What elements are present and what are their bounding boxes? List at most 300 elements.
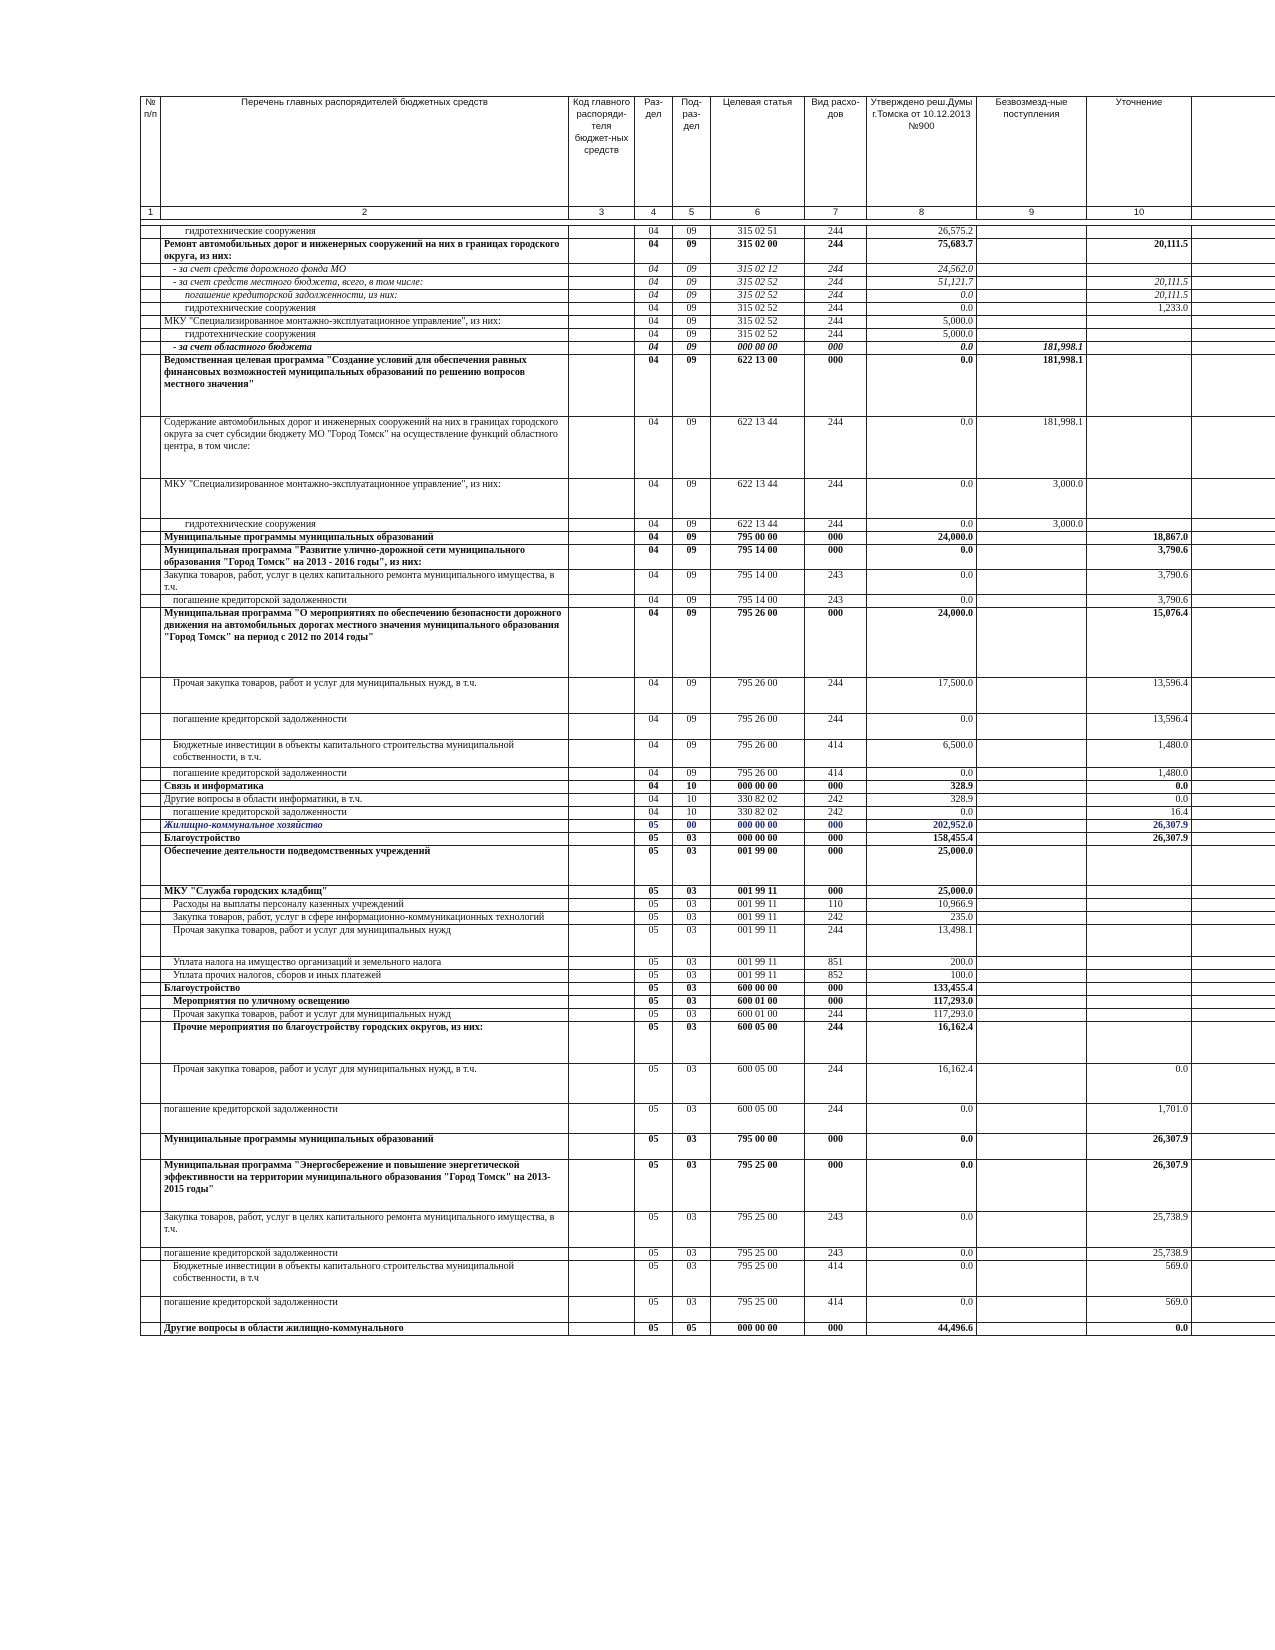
row-target: 315 02 12 <box>711 264 805 277</box>
col-number: 7 <box>805 207 867 220</box>
row-clarification <box>1087 1009 1192 1022</box>
row-number <box>141 846 161 886</box>
row-podrazdel: 03 <box>673 970 711 983</box>
row-name: Обеспечение деятельности подведомственных учреждений <box>161 846 569 886</box>
row-podrazdel: 03 <box>673 957 711 970</box>
row-podrazdel: 09 <box>673 316 711 329</box>
row-name: Связь и информатика <box>161 781 569 794</box>
row-code <box>569 846 635 886</box>
row-vid: 000 <box>805 1323 867 1336</box>
row-vid: 000 <box>805 608 867 678</box>
row-podrazdel: 03 <box>673 1261 711 1297</box>
row-target: 600 01 00 <box>711 1009 805 1022</box>
row-free <box>977 1064 1087 1104</box>
row-name: гидротехнические сооружения <box>161 303 569 316</box>
table-row <box>141 1009 1275 1022</box>
row-extra <box>1192 316 1275 329</box>
row-clarification: 13,596.4 <box>1087 714 1192 740</box>
row-razdel: 05 <box>635 1323 673 1336</box>
row-razdel: 05 <box>635 970 673 983</box>
row-target: 001 99 11 <box>711 912 805 925</box>
row-approved: 5,000.0 <box>867 329 977 342</box>
row-free: 3,000.0 <box>977 519 1087 532</box>
row-code <box>569 807 635 820</box>
row-approved: 24,000.0 <box>867 532 977 545</box>
row-razdel: 04 <box>635 794 673 807</box>
row-razdel: 04 <box>635 329 673 342</box>
row-clarification: 1,701.0 <box>1087 1104 1192 1134</box>
row-target: 622 13 44 <box>711 519 805 532</box>
row-vid: 243 <box>805 595 867 608</box>
row-clarification: 1,480.0 <box>1087 768 1192 781</box>
row-free <box>977 899 1087 912</box>
row-approved: 10,966.9 <box>867 899 977 912</box>
row-code <box>569 925 635 957</box>
row-clarification <box>1087 329 1192 342</box>
row-approved: 0.0 <box>867 1297 977 1323</box>
row-free <box>977 912 1087 925</box>
row-code <box>569 355 635 417</box>
row-razdel: 05 <box>635 1064 673 1104</box>
row-number <box>141 479 161 519</box>
row-name: Ремонт автомобильных дорог и инженерных сооружений на них в границах городского округа, из них: <box>161 239 569 264</box>
row-free <box>977 957 1087 970</box>
row-name: гидротехнические сооружения <box>161 519 569 532</box>
row-clarification <box>1087 226 1192 239</box>
row-free <box>977 545 1087 570</box>
table-row <box>141 740 1275 768</box>
row-free <box>977 794 1087 807</box>
table-row <box>141 768 1275 781</box>
row-vid: 244 <box>805 277 867 290</box>
row-approved: 0.0 <box>867 595 977 608</box>
row-approved: 16,162.4 <box>867 1064 977 1104</box>
row-free <box>977 833 1087 846</box>
row-number <box>141 886 161 899</box>
row-razdel: 04 <box>635 532 673 545</box>
table-row <box>141 1134 1275 1160</box>
table-row <box>141 239 1275 264</box>
table-row <box>141 1248 1275 1261</box>
table-row <box>141 595 1275 608</box>
row-approved: 6,500.0 <box>867 740 977 768</box>
row-target: 001 99 11 <box>711 886 805 899</box>
col-number: 4 <box>635 207 673 220</box>
row-free <box>977 290 1087 303</box>
row-number <box>141 239 161 264</box>
col-number: 2 <box>161 207 569 220</box>
row-approved: 24,562.0 <box>867 264 977 277</box>
row-code <box>569 740 635 768</box>
row-vid: 414 <box>805 1261 867 1297</box>
row-vid: 000 <box>805 983 867 996</box>
row-vid: 244 <box>805 1064 867 1104</box>
row-target: 795 26 00 <box>711 714 805 740</box>
row-name: Благоустройство <box>161 983 569 996</box>
row-free <box>977 1261 1087 1297</box>
row-clarification <box>1087 1022 1192 1064</box>
table-row <box>141 316 1275 329</box>
row-free: 181,998.1 <box>977 417 1087 479</box>
row-name: - за счет средств дорожного фонда МО <box>161 264 569 277</box>
row-target: 600 05 00 <box>711 1064 805 1104</box>
row-approved: 0.0 <box>867 1160 977 1212</box>
row-approved: 0.0 <box>867 290 977 303</box>
row-razdel: 04 <box>635 264 673 277</box>
row-razdel: 05 <box>635 983 673 996</box>
row-free <box>977 781 1087 794</box>
row-free <box>977 1297 1087 1323</box>
header-name: Перечень главных распорядителей бюджетных средств <box>161 97 569 207</box>
row-code <box>569 1261 635 1297</box>
row-approved: 0.0 <box>867 768 977 781</box>
row-vid: 242 <box>805 807 867 820</box>
row-code <box>569 570 635 595</box>
row-name: Другие вопросы в области информатики, в т.ч. <box>161 794 569 807</box>
row-extra <box>1192 794 1275 807</box>
row-number <box>141 970 161 983</box>
row-razdel: 04 <box>635 608 673 678</box>
col-number: 9 <box>977 207 1087 220</box>
row-code <box>569 608 635 678</box>
row-clarification: 26,307.9 <box>1087 833 1192 846</box>
row-vid: 244 <box>805 290 867 303</box>
row-extra <box>1192 678 1275 714</box>
row-extra <box>1192 1009 1275 1022</box>
row-code <box>569 833 635 846</box>
row-number <box>141 1297 161 1323</box>
row-clarification: 18,867.0 <box>1087 532 1192 545</box>
row-name: Прочая закупка товаров, работ и услуг для муниципальных нужд <box>161 1009 569 1022</box>
table-row <box>141 1323 1275 1336</box>
table-row <box>141 1022 1275 1064</box>
row-code <box>569 1064 635 1104</box>
row-razdel: 05 <box>635 1160 673 1212</box>
row-code <box>569 1160 635 1212</box>
row-vid: 000 <box>805 545 867 570</box>
row-free <box>977 1248 1087 1261</box>
row-target: 330 82 02 <box>711 794 805 807</box>
table-row <box>141 957 1275 970</box>
row-number <box>141 545 161 570</box>
row-target: 600 05 00 <box>711 1022 805 1064</box>
row-number <box>141 768 161 781</box>
row-razdel: 05 <box>635 846 673 886</box>
row-podrazdel: 05 <box>673 1323 711 1336</box>
row-podrazdel: 03 <box>673 1160 711 1212</box>
table-row <box>141 290 1275 303</box>
row-vid: 244 <box>805 1009 867 1022</box>
row-clarification <box>1087 316 1192 329</box>
row-podrazdel: 03 <box>673 1104 711 1134</box>
row-name: Расходы на выплаты персоналу казенных учреждений <box>161 899 569 912</box>
row-podrazdel: 03 <box>673 1297 711 1323</box>
row-name: Жилищно-коммунальное хозяйство <box>161 820 569 833</box>
row-podrazdel: 09 <box>673 342 711 355</box>
col-number <box>1192 207 1275 220</box>
row-free <box>977 678 1087 714</box>
row-name: Муниципальная программа "О мероприятиях по обеспечению безопасности дорожного движения на автомобильных дорогах местного значения муниципального образования "Город Томск" на период с 2012 по 2014 годы" <box>161 608 569 678</box>
row-code <box>569 1104 635 1134</box>
row-free: 181,998.1 <box>977 355 1087 417</box>
row-code <box>569 303 635 316</box>
row-razdel: 05 <box>635 1009 673 1022</box>
row-number <box>141 355 161 417</box>
row-podrazdel: 03 <box>673 833 711 846</box>
row-podrazdel: 09 <box>673 519 711 532</box>
row-number <box>141 329 161 342</box>
row-extra <box>1192 277 1275 290</box>
row-target: 622 13 44 <box>711 479 805 519</box>
row-number <box>141 290 161 303</box>
table-row <box>141 264 1275 277</box>
row-approved: 200.0 <box>867 957 977 970</box>
table-row <box>141 226 1275 239</box>
row-target: 600 05 00 <box>711 1104 805 1134</box>
row-target: 315 02 52 <box>711 303 805 316</box>
row-podrazdel: 10 <box>673 807 711 820</box>
table-row <box>141 925 1275 957</box>
row-podrazdel: 09 <box>673 290 711 303</box>
row-approved: 0.0 <box>867 1134 977 1160</box>
row-approved: 328.9 <box>867 781 977 794</box>
row-number <box>141 899 161 912</box>
row-target: 315 02 52 <box>711 329 805 342</box>
row-vid: 000 <box>805 781 867 794</box>
row-target: 622 13 00 <box>711 355 805 417</box>
row-clarification: 25,738.9 <box>1087 1212 1192 1248</box>
row-number <box>141 925 161 957</box>
row-vid: 000 <box>805 1134 867 1160</box>
row-target: 795 14 00 <box>711 570 805 595</box>
row-clarification: 3,790.6 <box>1087 570 1192 595</box>
row-code <box>569 290 635 303</box>
row-extra <box>1192 545 1275 570</box>
row-approved: 133,455.4 <box>867 983 977 996</box>
row-podrazdel: 09 <box>673 479 711 519</box>
row-free <box>977 1160 1087 1212</box>
table-row <box>141 532 1275 545</box>
row-name: гидротехнические сооружения <box>161 226 569 239</box>
row-razdel: 05 <box>635 957 673 970</box>
row-razdel: 04 <box>635 768 673 781</box>
row-vid: 244 <box>805 479 867 519</box>
row-target: 795 26 00 <box>711 608 805 678</box>
row-extra <box>1192 807 1275 820</box>
row-clarification <box>1087 342 1192 355</box>
row-razdel: 04 <box>635 807 673 820</box>
row-clarification: 20,111.5 <box>1087 239 1192 264</box>
row-number <box>141 1160 161 1212</box>
row-target: 600 01 00 <box>711 996 805 1009</box>
row-number <box>141 519 161 532</box>
row-clarification: 0.0 <box>1087 781 1192 794</box>
row-vid: 244 <box>805 417 867 479</box>
row-clarification: 25,738.9 <box>1087 1248 1192 1261</box>
row-target: 795 26 00 <box>711 678 805 714</box>
row-podrazdel: 09 <box>673 678 711 714</box>
row-name: Закупка товаров, работ, услуг в целях капитального ремонта муниципального имущества, в т.ч. <box>161 570 569 595</box>
row-approved: 117,293.0 <box>867 1009 977 1022</box>
row-razdel: 04 <box>635 678 673 714</box>
row-razdel: 04 <box>635 316 673 329</box>
row-extra <box>1192 570 1275 595</box>
row-free <box>977 532 1087 545</box>
row-razdel: 04 <box>635 781 673 794</box>
row-vid: 000 <box>805 996 867 1009</box>
row-name: Прочая закупка товаров, работ и услуг для муниципальных нужд <box>161 925 569 957</box>
row-extra <box>1192 355 1275 417</box>
row-code <box>569 519 635 532</box>
row-extra <box>1192 996 1275 1009</box>
budget-table <box>140 96 1275 1336</box>
row-name: гидротехнические сооружения <box>161 329 569 342</box>
row-target: 795 25 00 <box>711 1297 805 1323</box>
row-approved: 0.0 <box>867 1212 977 1248</box>
table-row <box>141 342 1275 355</box>
row-number <box>141 595 161 608</box>
row-vid: 243 <box>805 1212 867 1248</box>
row-approved: 16,162.4 <box>867 1022 977 1064</box>
row-extra <box>1192 1160 1275 1212</box>
row-podrazdel: 03 <box>673 899 711 912</box>
table-row <box>141 329 1275 342</box>
row-target: 330 82 02 <box>711 807 805 820</box>
row-clarification <box>1087 899 1192 912</box>
row-extra <box>1192 290 1275 303</box>
row-podrazdel: 03 <box>673 996 711 1009</box>
row-vid: 244 <box>805 1022 867 1064</box>
row-target: 000 00 00 <box>711 342 805 355</box>
header-approved: Утверждено реш.Думы г.Томска от 10.12.2013 №900 <box>867 97 977 207</box>
row-approved: 13,498.1 <box>867 925 977 957</box>
row-clarification: 26,307.9 <box>1087 820 1192 833</box>
row-code <box>569 678 635 714</box>
row-approved: 75,683.7 <box>867 239 977 264</box>
row-vid: 000 <box>805 532 867 545</box>
row-approved: 5,000.0 <box>867 316 977 329</box>
row-target: 622 13 44 <box>711 417 805 479</box>
row-target: 795 00 00 <box>711 1134 805 1160</box>
row-number <box>141 912 161 925</box>
row-extra <box>1192 1104 1275 1134</box>
row-number <box>141 264 161 277</box>
row-free <box>977 846 1087 886</box>
row-name: Закупка товаров, работ, услуг в целях капитального ремонта муниципального имущества, в т.ч. <box>161 1212 569 1248</box>
row-number <box>141 820 161 833</box>
row-extra <box>1192 226 1275 239</box>
row-name: - за счет средств местного бюджета, всего, в том числе: <box>161 277 569 290</box>
row-razdel: 04 <box>635 714 673 740</box>
row-extra <box>1192 714 1275 740</box>
header-vid: Вид расхо-дов <box>805 97 867 207</box>
row-extra <box>1192 820 1275 833</box>
row-vid: 244 <box>805 519 867 532</box>
row-code <box>569 1212 635 1248</box>
row-extra <box>1192 1134 1275 1160</box>
row-free <box>977 925 1087 957</box>
row-number <box>141 608 161 678</box>
row-vid: 414 <box>805 1297 867 1323</box>
row-razdel: 05 <box>635 996 673 1009</box>
row-number <box>141 417 161 479</box>
row-vid: 244 <box>805 714 867 740</box>
row-approved: 0.0 <box>867 545 977 570</box>
row-extra <box>1192 532 1275 545</box>
row-code <box>569 239 635 264</box>
row-podrazdel: 03 <box>673 1009 711 1022</box>
row-target: 000 00 00 <box>711 1323 805 1336</box>
row-number <box>141 781 161 794</box>
col-number: 3 <box>569 207 635 220</box>
row-name: погашение кредиторской задолженности <box>161 768 569 781</box>
row-code <box>569 277 635 290</box>
row-free <box>977 1022 1087 1064</box>
row-clarification: 26,307.9 <box>1087 1160 1192 1212</box>
row-podrazdel: 03 <box>673 983 711 996</box>
row-clarification: 13,596.4 <box>1087 678 1192 714</box>
row-number <box>141 957 161 970</box>
row-extra <box>1192 740 1275 768</box>
col-number: 5 <box>673 207 711 220</box>
row-extra <box>1192 595 1275 608</box>
row-clarification: 0.0 <box>1087 1323 1192 1336</box>
row-free <box>977 570 1087 595</box>
row-approved: 25,000.0 <box>867 886 977 899</box>
row-clarification <box>1087 925 1192 957</box>
table-row <box>141 833 1275 846</box>
row-code <box>569 264 635 277</box>
row-approved: 51,121.7 <box>867 277 977 290</box>
row-podrazdel: 03 <box>673 886 711 899</box>
row-clarification <box>1087 479 1192 519</box>
row-target: 795 14 00 <box>711 595 805 608</box>
table-row <box>141 1297 1275 1323</box>
row-number <box>141 794 161 807</box>
row-podrazdel: 09 <box>673 570 711 595</box>
row-code <box>569 1134 635 1160</box>
row-number <box>141 983 161 996</box>
row-name: Прочие мероприятия по благоустройству городских округов, из них: <box>161 1022 569 1064</box>
row-podrazdel: 10 <box>673 781 711 794</box>
row-code <box>569 479 635 519</box>
row-approved: 0.0 <box>867 479 977 519</box>
row-extra <box>1192 912 1275 925</box>
table-row <box>141 970 1275 983</box>
row-extra <box>1192 1064 1275 1104</box>
row-clarification: 0.0 <box>1087 1064 1192 1104</box>
row-approved: 0.0 <box>867 342 977 355</box>
row-name: погашение кредиторской задолженности, из них: <box>161 290 569 303</box>
row-name: Уплата налога на имущество организаций и земельного налога <box>161 957 569 970</box>
row-extra <box>1192 833 1275 846</box>
row-razdel: 04 <box>635 277 673 290</box>
row-target: 795 25 00 <box>711 1248 805 1261</box>
row-code <box>569 342 635 355</box>
row-clarification: 26,307.9 <box>1087 1134 1192 1160</box>
row-code <box>569 1022 635 1064</box>
row-vid: 000 <box>805 342 867 355</box>
row-clarification <box>1087 417 1192 479</box>
row-name: Муниципальные программы муниципальных образований <box>161 1134 569 1160</box>
col-number: 10 <box>1087 207 1192 220</box>
row-code <box>569 1323 635 1336</box>
row-approved: 0.0 <box>867 1248 977 1261</box>
row-razdel: 05 <box>635 925 673 957</box>
row-extra <box>1192 608 1275 678</box>
row-razdel: 04 <box>635 595 673 608</box>
row-approved: 117,293.0 <box>867 996 977 1009</box>
